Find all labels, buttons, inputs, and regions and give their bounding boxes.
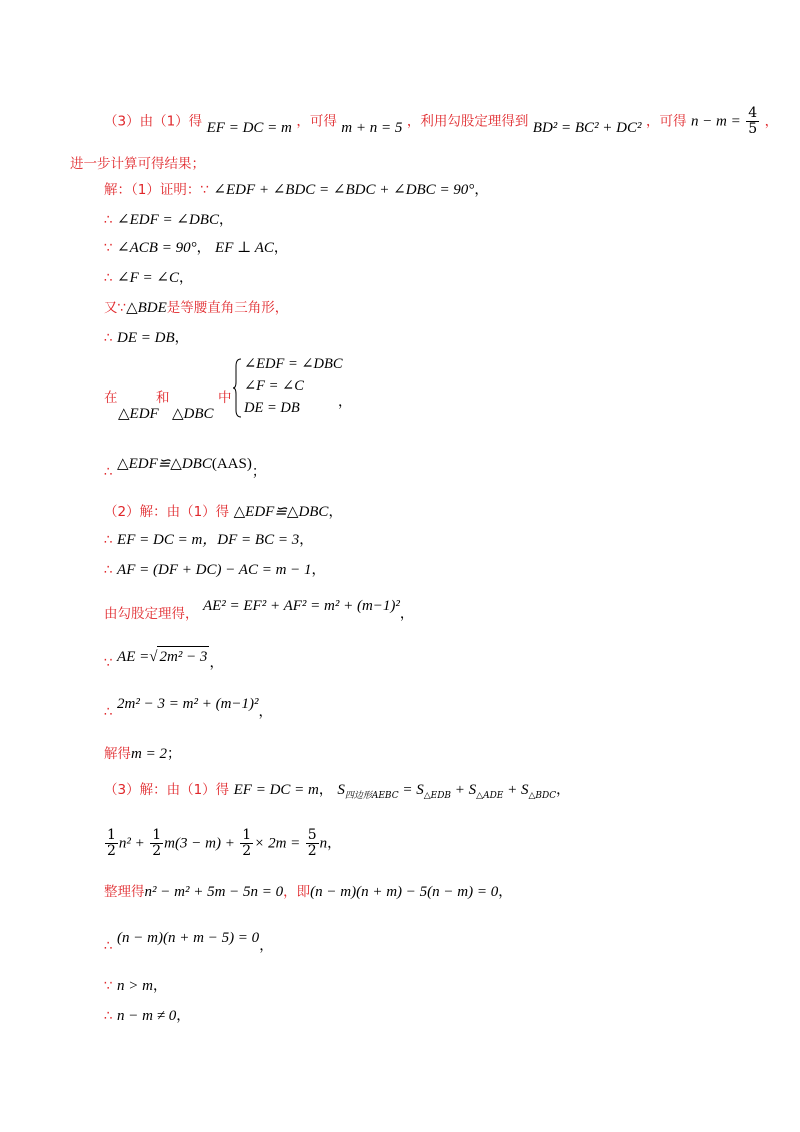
text: ， bbox=[176, 1008, 191, 1024]
therefore-symbol: ∴ bbox=[104, 938, 113, 954]
line-af bbox=[104, 560, 326, 580]
denominator: 2 bbox=[307, 843, 317, 859]
formula: S bbox=[337, 782, 345, 798]
formula: n > m bbox=[117, 978, 154, 994]
therefore-symbol: ∴ bbox=[104, 212, 113, 228]
fraction bbox=[105, 828, 118, 859]
subscript: 四边形AEBC bbox=[344, 791, 399, 801]
text: ， bbox=[327, 835, 342, 852]
fraction bbox=[240, 828, 253, 859]
formula: ∠EDF + ∠BDC = ∠BDC + ∠DBC = 90° bbox=[213, 182, 475, 198]
line-ef-dc bbox=[104, 530, 313, 550]
line-part3-hint bbox=[104, 106, 778, 137]
denominator: 2 bbox=[107, 843, 116, 859]
text: ， bbox=[474, 182, 489, 198]
numerator: 5 bbox=[307, 827, 317, 843]
text: ， bbox=[556, 782, 571, 798]
because-symbol: ∵ bbox=[104, 978, 113, 994]
formula: AE² = EF² + AF² = m² + (m−1)² bbox=[202, 598, 400, 614]
text: ， bbox=[399, 606, 414, 622]
formula: (n − m)(n + m) − 5(n − m) = 0 bbox=[310, 884, 499, 900]
because-symbol: ∵ bbox=[104, 655, 113, 671]
formula: ∠ACB = 90° bbox=[117, 240, 197, 256]
text: （3）由（1）得 bbox=[104, 113, 203, 130]
formula: × 2m = bbox=[254, 835, 301, 852]
numerator: 1 bbox=[242, 827, 252, 843]
text: 解：（1）证明： bbox=[104, 182, 201, 198]
formula: △EDF≌△DBC bbox=[233, 504, 329, 520]
text: ， bbox=[178, 270, 193, 286]
text: 又∵ bbox=[104, 300, 127, 316]
triangle-dbc-label bbox=[172, 404, 214, 424]
formula: m = 2 bbox=[131, 746, 167, 762]
formula: n² − m² + 5m − 5n = 0 bbox=[144, 884, 284, 900]
subscript: △EDB bbox=[423, 791, 452, 801]
text: ， bbox=[153, 978, 168, 994]
text: ， bbox=[498, 884, 513, 900]
text: ， bbox=[311, 562, 326, 578]
text: ， bbox=[196, 240, 211, 256]
numerator: 1 bbox=[107, 827, 116, 843]
therefore-symbol: ∴ bbox=[104, 1008, 113, 1024]
denominator: 5 bbox=[748, 121, 758, 137]
line-factored bbox=[104, 928, 274, 954]
formula: n bbox=[319, 835, 328, 852]
sqrt-icon: √ bbox=[149, 649, 158, 665]
line-part2 bbox=[104, 502, 342, 522]
formula: = S bbox=[398, 782, 424, 798]
line-further-calc bbox=[70, 154, 205, 174]
line-in-triangles bbox=[104, 388, 118, 408]
text: 中 bbox=[218, 390, 232, 406]
line-area-equation bbox=[104, 828, 341, 859]
formula: EF ⊥ AC bbox=[215, 240, 274, 256]
subscript: △ADE bbox=[476, 791, 504, 801]
text: ，可得 bbox=[296, 113, 337, 130]
formula: ∠F = ∠C bbox=[117, 270, 179, 286]
text: ，利用勾股定理得到 bbox=[406, 113, 529, 130]
text: ， bbox=[299, 532, 314, 548]
text: ， bbox=[338, 394, 352, 410]
line-and bbox=[156, 388, 170, 408]
text: 整理得 bbox=[104, 884, 145, 900]
text: 和 bbox=[156, 390, 170, 406]
formula: n − m ≠ 0 bbox=[117, 1008, 177, 1024]
system-row: DE = DB bbox=[244, 400, 300, 416]
line-simplify bbox=[104, 882, 512, 902]
numerator: 1 bbox=[152, 827, 162, 843]
left-brace-icon bbox=[232, 358, 242, 418]
text: 进一步计算可得结果； bbox=[70, 156, 205, 172]
therefore-symbol: ∴ bbox=[104, 562, 113, 578]
because-symbol: ∵ bbox=[200, 182, 209, 198]
text: （2）解：由（1）得 bbox=[104, 504, 230, 520]
denominator: 2 bbox=[152, 843, 162, 859]
line-isosceles bbox=[104, 298, 288, 318]
fraction bbox=[746, 106, 759, 137]
text: ； bbox=[251, 464, 266, 480]
formula: (n − m)(n + m − 5) = 0 bbox=[117, 930, 260, 946]
formula: BD² = BC² + DC² bbox=[532, 119, 642, 136]
text: ， bbox=[258, 704, 273, 720]
fraction bbox=[306, 828, 319, 859]
subscript: △BDC bbox=[528, 791, 557, 801]
line-pythagorean bbox=[104, 596, 414, 622]
text: ， bbox=[328, 504, 343, 520]
therefore-symbol: ∴ bbox=[104, 704, 113, 720]
text: ， bbox=[174, 330, 189, 346]
formula: (AAS) bbox=[211, 456, 252, 472]
line-equation-m bbox=[104, 694, 273, 720]
fraction bbox=[150, 828, 163, 859]
therefore-symbol: ∴ bbox=[104, 532, 113, 548]
text: ， bbox=[318, 782, 333, 798]
formula: EF = DC = m，DF = BC = 3 bbox=[117, 532, 300, 548]
line-angle-f-c bbox=[104, 268, 193, 288]
therefore-symbol: ∴ bbox=[104, 330, 113, 346]
line-ae-sqrt bbox=[104, 646, 224, 671]
formula: △BDE bbox=[126, 300, 167, 316]
formula: AF = (DF + DC) − AC = m − 1 bbox=[117, 562, 312, 578]
line-m-equals bbox=[104, 744, 181, 764]
formula: 2m² − 3 bbox=[157, 646, 209, 667]
line-n-gt-m bbox=[104, 976, 167, 996]
text: （3）解：由（1）得 bbox=[104, 782, 230, 798]
text: ， bbox=[273, 240, 288, 256]
formula: m(3 − m) + bbox=[164, 835, 235, 852]
text: ， bbox=[209, 655, 224, 671]
text: ，可得 bbox=[645, 113, 687, 130]
system-row: ∠EDF = ∠DBC bbox=[244, 356, 343, 372]
line-part3 bbox=[104, 780, 570, 806]
formula: △DBC bbox=[172, 406, 214, 422]
text: 解得 bbox=[104, 746, 131, 762]
therefore-symbol: ∴ bbox=[104, 464, 113, 480]
text: ， bbox=[764, 113, 779, 130]
line-system-comma bbox=[338, 392, 352, 412]
formula: EF = DC = m bbox=[206, 119, 292, 136]
text: ； bbox=[166, 746, 181, 762]
formula: n² + bbox=[118, 835, 145, 852]
numerator: 4 bbox=[748, 105, 758, 121]
because-symbol: ∵ bbox=[104, 240, 113, 256]
text: ， bbox=[259, 938, 274, 954]
line-therefore-angles bbox=[104, 210, 233, 230]
line-congruent bbox=[104, 454, 266, 480]
text: 由勾股定理得， bbox=[104, 606, 199, 622]
formula: DE = DB bbox=[117, 330, 175, 346]
line-middle bbox=[218, 388, 232, 408]
formula: m + n = 5 bbox=[341, 119, 403, 136]
therefore-symbol: ∴ bbox=[104, 270, 113, 286]
formula: + S bbox=[503, 782, 529, 798]
line-because-right-angle bbox=[104, 238, 288, 258]
system-row: ∠F = ∠C bbox=[244, 378, 304, 394]
formula: △EDF bbox=[118, 406, 159, 422]
formula: n − m = bbox=[690, 113, 741, 130]
formula: △EDF≌△DBC bbox=[117, 456, 212, 472]
line-n-minus-m bbox=[104, 1006, 190, 1026]
line-solution-1 bbox=[104, 180, 488, 200]
formula: 2m² − 3 = m² + (m−1)² bbox=[117, 696, 259, 712]
denominator: 2 bbox=[242, 843, 252, 859]
text: ， bbox=[218, 212, 233, 228]
line-de-db bbox=[104, 328, 189, 348]
formula: EF = DC = m bbox=[233, 782, 319, 798]
text: 在 bbox=[104, 390, 118, 406]
text: 是等腰直角三角形， bbox=[166, 300, 289, 316]
formula: + S bbox=[451, 782, 477, 798]
text: ，即 bbox=[283, 884, 311, 900]
triangle-edf-label bbox=[118, 404, 159, 424]
formula: AE = bbox=[117, 649, 150, 665]
formula: ∠EDF = ∠DBC bbox=[117, 212, 219, 228]
